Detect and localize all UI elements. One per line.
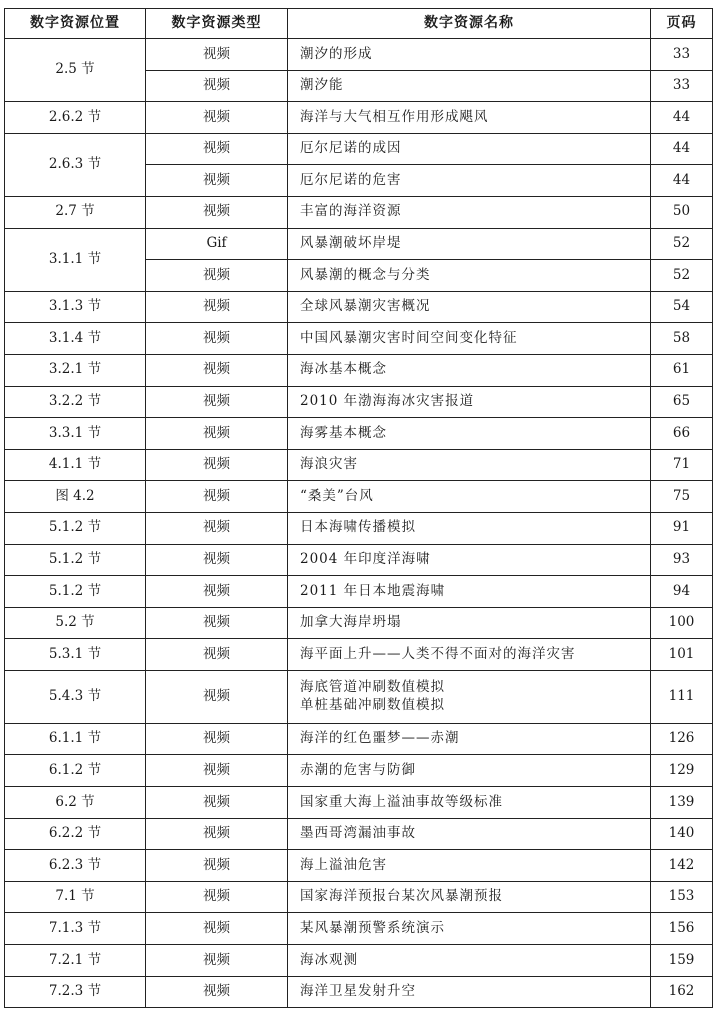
resource-name-line: 海上溢油危害: [300, 856, 387, 873]
resource-page: 162: [651, 976, 713, 1008]
header-page: 页码: [651, 9, 713, 39]
resource-name-line: 海洋与大气相互作用形成飓风: [300, 108, 489, 125]
table-row: [5, 723, 713, 755]
resource-name: [288, 607, 651, 639]
resource-type: 视频: [146, 850, 288, 882]
resource-page: 44: [651, 102, 713, 134]
resource-page: 126: [651, 723, 713, 755]
table-row: [5, 945, 713, 977]
resource-name-line: 国家重大海上溢油事故等级标准: [300, 793, 503, 810]
resource-name: [288, 755, 651, 787]
resource-name-line: 单桩基础冲刷数值模拟: [300, 696, 445, 713]
resource-name-line: 墨西哥湾漏油事故: [300, 825, 416, 842]
table-row: [5, 576, 713, 608]
table-row: [5, 850, 713, 882]
resource-location: 图 4.2: [5, 481, 146, 513]
resource-name-line: 风暴潮的概念与分类: [300, 266, 431, 283]
resource-type: 视频: [146, 449, 288, 481]
resource-name-line: 2004 年印度洋海啸: [300, 551, 431, 568]
table-row: [5, 787, 713, 819]
resource-location: 6.1.1 节: [5, 723, 146, 755]
resource-type: 视频: [146, 291, 288, 323]
resource-location: 2.7 节: [5, 196, 146, 228]
resource-name-line: 全球风暴潮灾害概况: [300, 298, 431, 315]
resource-page: 93: [651, 544, 713, 576]
resource-name-line: 2010 年渤海海冰灾害报道: [300, 393, 475, 410]
resource-name: [288, 70, 651, 102]
resource-page: 140: [651, 818, 713, 850]
resource-type: 视频: [146, 354, 288, 386]
resource-location: 3.1.1 节: [5, 228, 146, 291]
resource-name: [288, 576, 651, 608]
resource-name: [288, 818, 651, 850]
resource-type: 视频: [146, 39, 288, 71]
table-row: [5, 354, 713, 386]
resource-name: [288, 787, 651, 819]
resource-name: [288, 354, 651, 386]
resource-page: 101: [651, 639, 713, 671]
resource-name: [288, 945, 651, 977]
resource-name-line: 厄尔尼诺的危害: [300, 171, 402, 188]
table-row: [5, 323, 713, 355]
resource-name-line: 加拿大海岸坍塌: [300, 614, 402, 631]
resource-page: 94: [651, 576, 713, 608]
resource-name-line: 日本海啸传播模拟: [300, 519, 416, 536]
resource-location: 3.2.2 节: [5, 386, 146, 418]
resource-page: 61: [651, 354, 713, 386]
resource-page: 66: [651, 418, 713, 450]
resource-name-line: 海冰观测: [300, 951, 358, 968]
resource-name-line: 中国风暴潮灾害时间空间变化特征: [300, 329, 518, 346]
resource-name: [288, 386, 651, 418]
resource-location: 3.2.1 节: [5, 354, 146, 386]
resource-location: 3.1.3 节: [5, 291, 146, 323]
resource-page: 156: [651, 913, 713, 945]
resource-page: 139: [651, 787, 713, 819]
resource-location: 7.1.3 节: [5, 913, 146, 945]
resource-page: 54: [651, 291, 713, 323]
resource-name-line: 海浪灾害: [300, 456, 358, 473]
table-row: [5, 512, 713, 544]
table-row: [5, 670, 713, 723]
table-row: [5, 976, 713, 1008]
resource-name-line: 潮汐能: [300, 77, 344, 94]
table-body: [5, 39, 713, 1008]
resource-page: 159: [651, 945, 713, 977]
resource-location: 7.2.3 节: [5, 976, 146, 1008]
resource-name-line: 海平面上升——人类不得不面对的海洋灾害: [300, 645, 576, 662]
resource-type: 视频: [146, 607, 288, 639]
resource-location: 6.1.2 节: [5, 755, 146, 787]
resource-type: 视频: [146, 386, 288, 418]
resource-name: [288, 323, 651, 355]
table-row: [5, 196, 713, 228]
resource-name: [288, 39, 651, 71]
resource-name-line: 2011 年日本地震海啸: [300, 582, 446, 599]
table-row: [5, 39, 713, 71]
table-row: [5, 291, 713, 323]
table-row: [5, 102, 713, 134]
resource-name-line: 海洋卫星发射升空: [300, 983, 416, 1000]
resource-page: 111: [651, 670, 713, 723]
resource-location: 2.6.2 节: [5, 102, 146, 134]
resource-name: [288, 913, 651, 945]
resource-name: [288, 196, 651, 228]
resource-name: [288, 260, 651, 292]
table-row: [5, 481, 713, 513]
resource-name: [288, 481, 651, 513]
resource-name: [288, 850, 651, 882]
resource-location: 5.1.2 节: [5, 512, 146, 544]
resource-type: 视频: [146, 576, 288, 608]
resource-page: 75: [651, 481, 713, 513]
resource-type: 视频: [146, 70, 288, 102]
resource-page: 129: [651, 755, 713, 787]
resource-location: 5.2 节: [5, 607, 146, 639]
resource-page: 44: [651, 165, 713, 197]
resource-type: 视频: [146, 755, 288, 787]
table-row: [5, 818, 713, 850]
resource-name-line: 某风暴潮预警系统演示: [300, 919, 445, 936]
resource-name: [288, 512, 651, 544]
resource-page: 153: [651, 881, 713, 913]
table-row: [5, 133, 713, 165]
resource-name-line: 海冰基本概念: [300, 361, 387, 378]
resource-location: 4.1.1 节: [5, 449, 146, 481]
resource-type: 视频: [146, 260, 288, 292]
resource-page: 50: [651, 196, 713, 228]
resource-type: 视频: [146, 881, 288, 913]
resource-name-line: “桑美”台风: [300, 487, 374, 504]
resource-location: 5.1.2 节: [5, 544, 146, 576]
resource-type: 视频: [146, 133, 288, 165]
resource-page: 100: [651, 607, 713, 639]
resource-name-line: 海洋的红色噩梦——赤潮: [300, 730, 460, 747]
header-type: 数字资源类型: [146, 9, 288, 39]
resource-location: 5.1.2 节: [5, 576, 146, 608]
resource-name: [288, 544, 651, 576]
table-row: [5, 881, 713, 913]
resource-type: 视频: [146, 544, 288, 576]
resource-name: [288, 670, 651, 723]
resource-location: 2.5 节: [5, 39, 146, 102]
resource-location: 5.3.1 节: [5, 639, 146, 671]
resource-name: [288, 723, 651, 755]
resource-location: 7.2.1 节: [5, 945, 146, 977]
table-row: [5, 449, 713, 481]
resource-location: 3.3.1 节: [5, 418, 146, 450]
resource-name-line: 丰富的海洋资源: [300, 203, 402, 220]
resource-type: 视频: [146, 481, 288, 513]
resource-type: 视频: [146, 165, 288, 197]
resource-type: 视频: [146, 323, 288, 355]
resource-name: [288, 165, 651, 197]
resource-type: 视频: [146, 102, 288, 134]
resource-type: 视频: [146, 787, 288, 819]
resource-location: 6.2 节: [5, 787, 146, 819]
resource-name-line: 风暴潮破坏岸堤: [300, 235, 402, 252]
resource-page: 52: [651, 228, 713, 260]
table-header: [5, 9, 713, 39]
resource-page: 52: [651, 260, 713, 292]
resource-page: 71: [651, 449, 713, 481]
table-row: [5, 386, 713, 418]
resource-name: [288, 102, 651, 134]
table-row: [5, 607, 713, 639]
table-row: [5, 544, 713, 576]
header-location: 数字资源位置: [5, 9, 146, 39]
header-row: [5, 9, 713, 39]
table-row: [5, 228, 713, 260]
resource-type: 视频: [146, 818, 288, 850]
resource-name: [288, 976, 651, 1008]
resource-page: 65: [651, 386, 713, 418]
table-row: [5, 639, 713, 671]
table-row: [5, 418, 713, 450]
resource-page: 142: [651, 850, 713, 882]
resource-type: 视频: [146, 196, 288, 228]
resource-name-line: 海底管道冲刷数值模拟: [300, 679, 445, 696]
resource-name: [288, 291, 651, 323]
resource-page: 91: [651, 512, 713, 544]
resource-location: 6.2.3 节: [5, 850, 146, 882]
resource-name-line: 赤潮的危害与防御: [300, 761, 416, 778]
resource-name: [288, 418, 651, 450]
resource-name-line: 海雾基本概念: [300, 424, 387, 441]
digital-resources-table: [4, 8, 713, 1008]
table-row: [5, 913, 713, 945]
header-name: 数字资源名称: [288, 9, 651, 39]
resource-name: [288, 639, 651, 671]
resource-type: 视频: [146, 418, 288, 450]
resource-name-line: 国家海洋预报台某次风暴潮预报: [300, 888, 503, 905]
resource-type: Gif: [146, 228, 288, 260]
resource-page: 44: [651, 133, 713, 165]
resource-location: 5.4.3 节: [5, 670, 146, 723]
resource-name: [288, 228, 651, 260]
resource-location: 6.2.2 节: [5, 818, 146, 850]
resource-type: 视频: [146, 723, 288, 755]
resource-page: 58: [651, 323, 713, 355]
resource-type: 视频: [146, 976, 288, 1008]
resource-type: 视频: [146, 945, 288, 977]
resource-location: 3.1.4 节: [5, 323, 146, 355]
resource-type: 视频: [146, 512, 288, 544]
resource-name-line: 厄尔尼诺的成因: [300, 140, 402, 157]
resource-type: 视频: [146, 639, 288, 671]
resource-name-line: 潮汐的形成: [300, 45, 373, 62]
table-row: [5, 755, 713, 787]
resource-type: 视频: [146, 913, 288, 945]
resource-location: 7.1 节: [5, 881, 146, 913]
resource-name: [288, 449, 651, 481]
resource-page: 33: [651, 70, 713, 102]
resource-name: [288, 133, 651, 165]
resource-page: 33: [651, 39, 713, 71]
resource-name: [288, 881, 651, 913]
resource-location: 2.6.3 节: [5, 133, 146, 196]
resource-type: 视频: [146, 670, 288, 723]
